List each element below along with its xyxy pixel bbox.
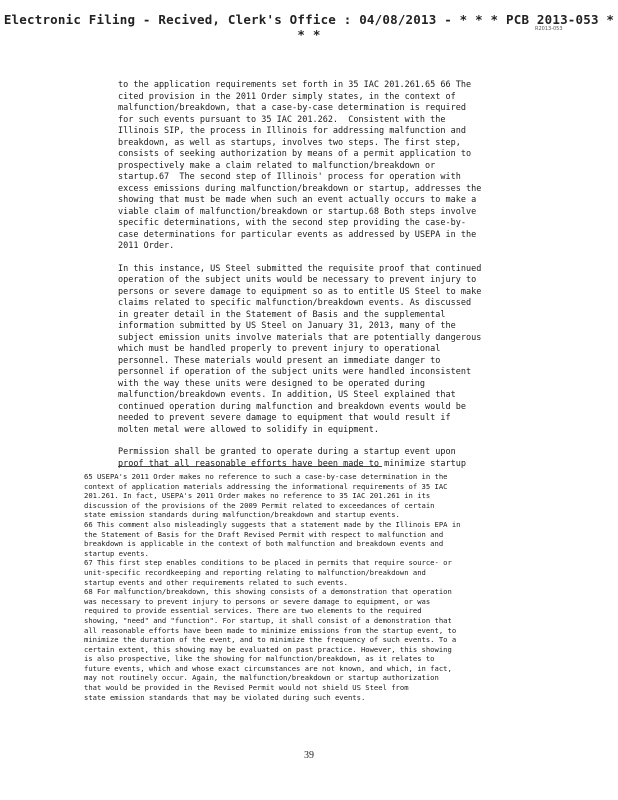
footnote-67: 67 This first step enables conditions to be placed in permits that require source- or unit-specific recordkeeping and reporting relating to malfunction/breakdown and startup events and other requirements related to such events. [84,558,452,587]
footnote-68: 68 For malfunction/breakdown, this showing consists of a demonstration that operation was necessary to prevent injury to persons or severe damage to equipment, or was required to provide essential services. There are two elements to the required showing, "need" and "function". For startup, it shall consist of a demonstration that all reasonable efforts have been made to minimize emissions from the startup event, to minimize the duration of the event, and to minimize the frequency of such events. To a certain extent, this showing may be evaluated on past practice. However, this showing is also prospective, like the showing for malfunction/breakdown, as it relates to future events, which and whose exact circumstances are not known, and which, in fact, may not routinely occur. Again, the malfunction/breakdown or startup authorization that would be provided in the Revised Permit would not shield US Steel from state emission standards that may be violated during such events. [84,587,457,702]
body-text [118,80,530,481]
paragraph: to the application requirements set forth in 35 IAC 201.261.65 66 The cited provision in the 2011 Order simply states, in the context of malfunction/breakdown, that a case-by-case determination is required for such events pursuant to 35 IAC 201.262. Consistent with the Illinois SIP, the process in Illinois for addressing malfunction and breakdown, as well as startups, involves two steps. The first step, consists of seeking authorization by means of a permit application to prospectively make a claim related to malfunction/breakdown or startup.67 The second step of Illinois' process for operation with excess emissions during malfunction/breakdown or startup, addresses the showing that must be made when such an event actually occurs to make a viable claim of malfunction/breakdown or startup.68 Both steps involve specific determinations, with the second step providing the case-by- case determinations for particular events as addressed by USEPA in the 2011 Order. [118,80,482,251]
paragraph: Permission shall be granted to operate during a startup event upon proof that all reasonable efforts have been made to minimize startup [118,447,466,469]
footnotes [84,472,554,702]
footnote-divider [118,466,382,467]
page-number: 39 [304,750,314,761]
filing-header: Electronic Filing - Recived, Clerk's Office : 04/08/2013 - * * * PCB 2013-053 * * * [3,12,615,42]
docket-stamp: R2013-053 [535,26,563,32]
paragraph: In this instance, US Steel submitted the requisite proof that continued operation of the subject units would be necessary to prevent injury to persons or severe damage to equipment so as to entitle US Steel to make claims related to specific malfunction/breakdown events. As discussed in greater detail in the Statement of Basis and the supplemental information submitted by US Steel on January 31, 2013, many of the subject emission units involve materials that are potentially dangerous which must be handled properly to prevent injury to operational personnel. These materials would present an immediate danger to personnel if operation of the subject units were handled inconsistent with the way these units were designed to be operated during malfunction/breakdown events. In addition, US Steel explained that continued operation during malfunction and breakdown events would be needed to prevent severe damage to equipment that would result if molten metal were allowed to solidify in equipment. [118,263,482,435]
footnote-66: 66 This comment also misleadingly suggests that a statement made by the Illinois EPA in the Statement of Basis for the Draft Revised Permit with respect to malfunction and breakdown is applicable in the context of both malfunction and breakdown events and startup events. [84,519,461,558]
footnote-65: 65 USEPA's 2011 Order makes no reference to such a case-by-case determination in the context of application materials addressing the informational requirements of 35 IAC 201.261. In fact, USEPA's 2011 Order makes no reference to 35 IAC 201.261 in its discussion of the provisions of the 2009 Permit related to exceedances of certain state emission standards during malfunction/breakdown and startup events. [84,472,448,520]
